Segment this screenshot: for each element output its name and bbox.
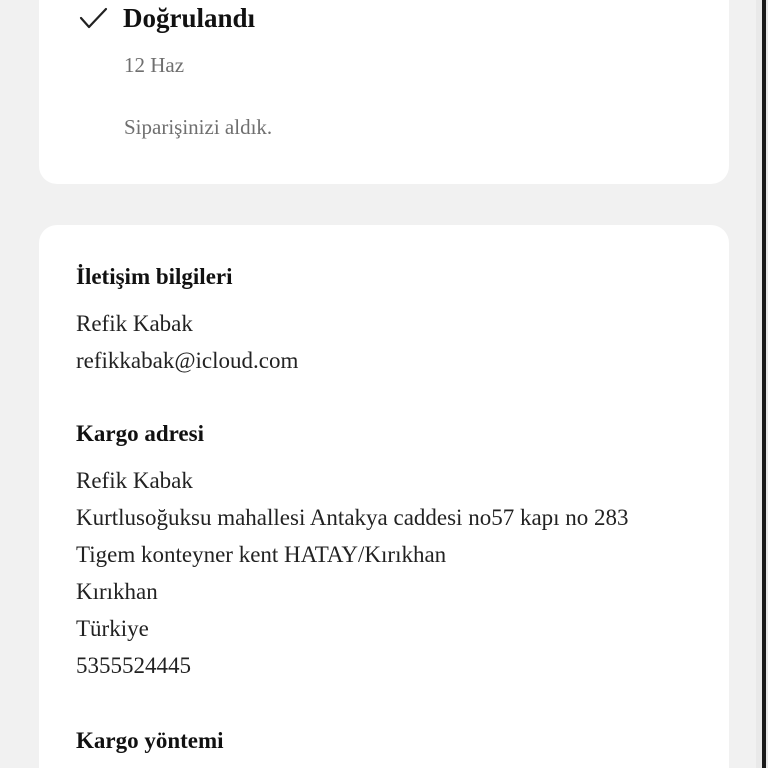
- address-city: Kırıkhan: [76, 579, 158, 604]
- status-row: [77, 2, 255, 34]
- status-title: Doğrulandı: [123, 2, 256, 33]
- shipping-address-section: [76, 420, 699, 684]
- contact-email: refikkabak@icloud.com: [76, 348, 299, 373]
- checkmark-icon: [77, 2, 109, 34]
- status-date: 12 Haz: [124, 53, 185, 77]
- order-details-card: [39, 225, 729, 768]
- scrollbar[interactable]: [756, 0, 768, 768]
- address-street: Kurtlusoğuksu mahallesi Antakya caddesi no57 kapı no 283: [76, 505, 629, 530]
- order-status-card: [39, 0, 729, 184]
- address-country: Türkiye: [76, 616, 149, 641]
- shipping-method-section: [76, 727, 699, 768]
- contact-info-section: [76, 263, 699, 379]
- address-recipient: Refik Kabak: [76, 468, 193, 493]
- status-message: Siparişinizi aldık.: [124, 115, 273, 139]
- shipping-method-title: Kargo yöntemi: [76, 728, 224, 753]
- address-district: Tigem konteyner kent HATAY/Kırıkhan: [76, 542, 447, 567]
- shipping-address-title: Kargo adresi: [76, 421, 204, 446]
- contact-name: Refik Kabak: [76, 311, 193, 336]
- address-phone: 5355524445: [76, 653, 191, 678]
- contact-info-title: İletişim bilgileri: [76, 264, 233, 289]
